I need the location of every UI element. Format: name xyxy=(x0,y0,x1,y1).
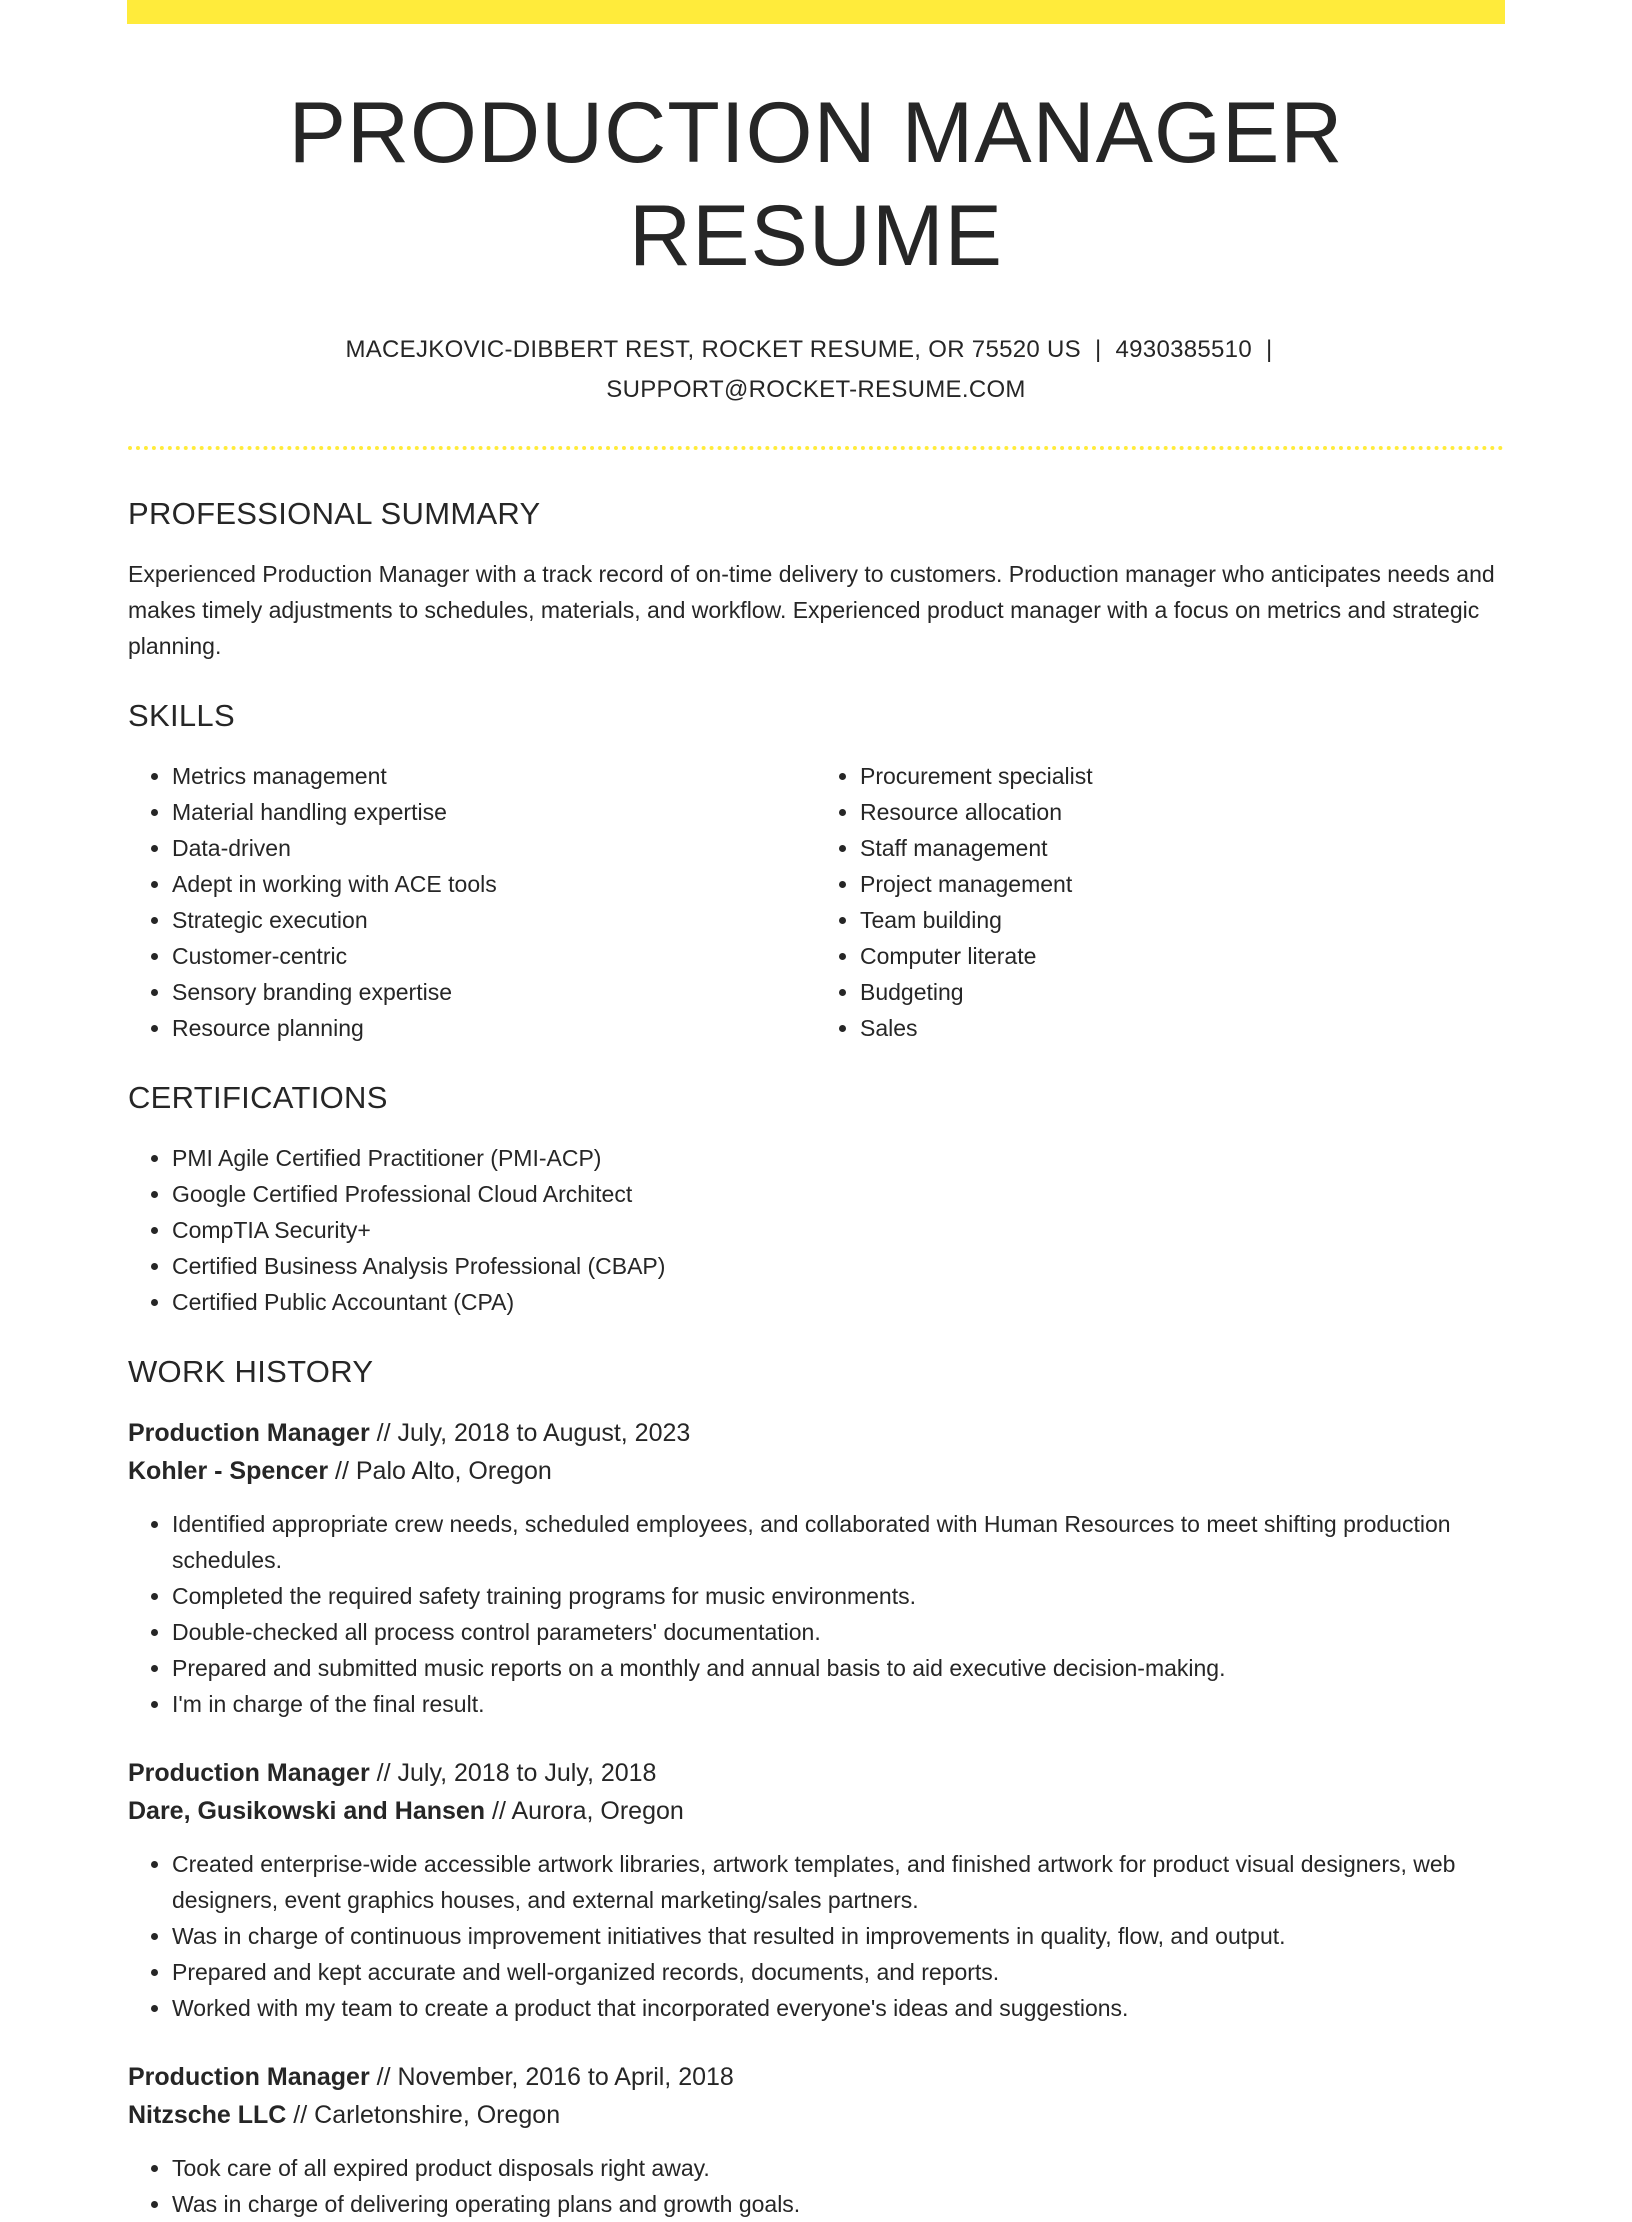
resume-title: PRODUCTION MANAGER RESUME xyxy=(288,85,1344,285)
job-duty: • I'm in charge of the final result. xyxy=(172,1686,1504,1722)
job-entry xyxy=(128,2058,1504,2222)
skill-item: • Budgeting xyxy=(860,974,1504,1010)
job-duties-list xyxy=(128,2150,1504,2222)
job-role: Production Manager xyxy=(128,2063,370,2092)
job-company-line xyxy=(128,1792,1504,1830)
job-role-line xyxy=(128,2058,1504,2096)
skill-item: • Resource planning xyxy=(172,1010,816,1046)
skill-item: • Sales xyxy=(860,1010,1504,1046)
job-role-line xyxy=(128,1754,1504,1792)
skill-item: • Metrics management xyxy=(172,758,816,794)
job-company: Kohler - Spencer xyxy=(128,1457,329,1486)
skill-item: • Resource allocation xyxy=(860,794,1504,830)
skill-item: • Strategic execution xyxy=(172,902,816,938)
certification-item: • Certified Business Analysis Professional (CBAP) xyxy=(172,1248,1504,1284)
work-history-heading: WORK HISTORY xyxy=(128,1354,374,1390)
certification-item: • PMI Agile Certified Practitioner (PMI-ACP) xyxy=(172,1140,1504,1176)
job-duty: • Was in charge of continuous improvement initiatives that resulted in improvements in quality, flow, and output. xyxy=(172,1918,1504,1954)
job-duty: • Created enterprise-wide accessible artwork libraries, artwork templates, and finished artwork for product visual designers, web designers, event graphics houses, and external marketing/sales partners. xyxy=(172,1846,1504,1918)
contact-address: MACEJKOVIC-DIBBERT REST, ROCKET RESUME, OR 75520 US xyxy=(345,336,1081,364)
job-dates: July, 2018 to July, 2018 xyxy=(397,1759,657,1788)
skills-right-list xyxy=(816,758,1504,1046)
skill-item: • Sensory branding expertise xyxy=(172,974,816,1010)
skill-item: • Procurement specialist xyxy=(860,758,1504,794)
skill-item: • Project management xyxy=(860,866,1504,902)
job-duty: • Was in charge of delivering operating plans and growth goals. xyxy=(172,2186,1504,2222)
job-role: Production Manager xyxy=(128,1759,370,1788)
certification-item: • Certified Public Accountant (CPA) xyxy=(172,1284,1504,1320)
certifications-heading: CERTIFICATIONS xyxy=(128,1080,388,1116)
skills-heading: SKILLS xyxy=(128,698,235,734)
job-delimiter: // xyxy=(369,1759,398,1788)
job-delimiter: // xyxy=(485,1797,512,1826)
job-location: Carletonshire, Oregon xyxy=(314,2101,561,2130)
skills-left-list xyxy=(128,758,816,1046)
job-duty: • Identified appropriate crew needs, scheduled employees, and collaborated with Human Resources to meet shifting production schedules. xyxy=(172,1506,1504,1578)
contact-separator: | xyxy=(1094,336,1102,364)
contact-phone: 4930385510 xyxy=(1115,336,1252,364)
job-company: Dare, Gusikowski and Hansen xyxy=(128,1797,486,1826)
job-duty: • Prepared and submitted music reports on a monthly and annual basis to aid executive decision-making. xyxy=(172,1650,1504,1686)
skill-item: • Customer-centric xyxy=(172,938,816,974)
skill-item: • Data-driven xyxy=(172,830,816,866)
job-duties-list xyxy=(128,1506,1504,1722)
certification-item: • CompTIA Security+ xyxy=(172,1212,1504,1248)
job-duty: • Prepared and kept accurate and well-organized records, documents, and reports. xyxy=(172,1954,1504,1990)
job-duties-list xyxy=(128,1846,1504,2026)
job-delimiter: // xyxy=(369,2063,398,2092)
job-duty: • Completed the required safety training programs for music environments. xyxy=(172,1578,1504,1614)
summary-heading: PROFESSIONAL SUMMARY xyxy=(128,496,541,532)
job-duty: • Took care of all expired product disposals right away. xyxy=(172,2150,1504,2186)
job-company: Nitzsche LLC xyxy=(128,2101,287,2130)
top-accent-bar xyxy=(127,0,1505,24)
certifications-list xyxy=(128,1140,1504,1320)
job-duty: • Double-checked all process control parameters' documentation. xyxy=(172,1614,1504,1650)
contact-separator: | xyxy=(1265,336,1273,364)
job-dates: November, 2016 to April, 2018 xyxy=(397,2063,734,2092)
job-role-line xyxy=(128,1414,1504,1452)
job-entry xyxy=(128,1754,1504,2026)
job-company-line xyxy=(128,1452,1504,1490)
job-role: Production Manager xyxy=(128,1419,370,1448)
job-delimiter: // xyxy=(369,1419,398,1448)
contact-info xyxy=(316,330,1316,410)
skill-item: • Computer literate xyxy=(860,938,1504,974)
job-dates: July, 2018 to August, 2023 xyxy=(397,1419,691,1448)
contact-email: SUPPORT@ROCKET-RESUME.COM xyxy=(606,376,1026,404)
skill-item: • Staff management xyxy=(860,830,1504,866)
job-company-line xyxy=(128,2096,1504,2134)
dotted-divider xyxy=(128,446,1504,450)
resume-content xyxy=(128,24,1504,2222)
job-entry xyxy=(128,1414,1504,1722)
skill-item: • Adept in working with ACE tools xyxy=(172,866,816,902)
job-duty: • Worked with my team to create a product that incorporated everyone's ideas and suggestions. xyxy=(172,1990,1504,2026)
job-delimiter: // xyxy=(286,2101,315,2130)
job-location: Aurora, Oregon xyxy=(511,1797,684,1826)
job-location: Palo Alto, Oregon xyxy=(355,1457,552,1486)
summary-text: Experienced Production Manager with a track record of on-time delivery to customers. Production manager who anticipates needs and makes timely adjustments to schedules, materials, and workflow. Experienced product manager with a focus on metrics and strategic planning. xyxy=(128,561,1495,660)
skill-item: • Team building xyxy=(860,902,1504,938)
skills-columns xyxy=(128,758,1504,1046)
certification-item: • Google Certified Professional Cloud Architect xyxy=(172,1176,1504,1212)
job-delimiter: // xyxy=(328,1457,356,1486)
skill-item: • Material handling expertise xyxy=(172,794,816,830)
